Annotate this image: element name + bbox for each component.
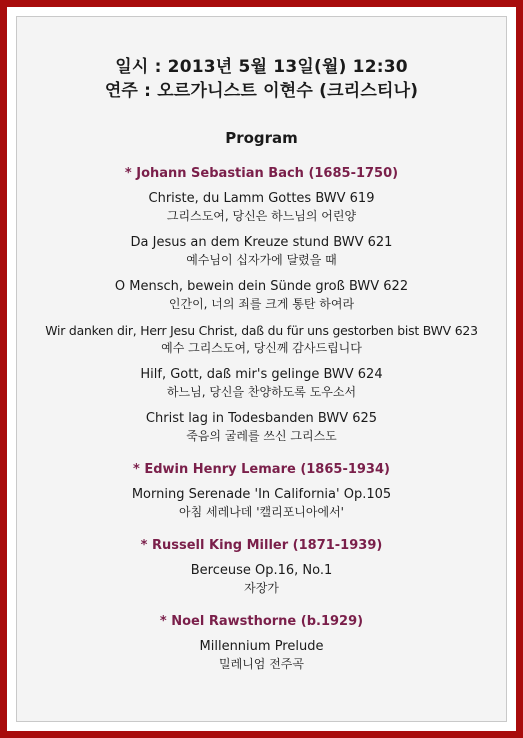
piece-item xyxy=(17,638,506,672)
piece-subtitle: 인간이, 너의 죄를 크게 통탄 하여라 xyxy=(168,297,355,311)
piece-title: Hilf, Gott, daß mir's gelinge BWV 624 xyxy=(140,367,383,382)
piece-item xyxy=(17,486,506,520)
piece-title: Wir danken dir, Herr Jesu Christ, daß du für uns gestorben bist BWV 623 xyxy=(45,323,478,338)
performer-line: 연주 : 오르가니스트 이현수 (크리스티나) xyxy=(104,81,419,101)
piece-item xyxy=(17,410,506,444)
piece-subtitle: 아침 세레나데 '캘리포니아에서' xyxy=(179,505,344,519)
program-panel xyxy=(16,16,507,722)
piece-subtitle: 예수 그리스도여, 당신께 감사드립니다 xyxy=(161,341,362,355)
piece-title: Morning Serenade 'In California' Op.105 xyxy=(131,487,392,502)
composer-heading-miller: * Russell King Miller (1871-1939) xyxy=(140,538,383,553)
piece-subtitle: 밀레니엄 전주곡 xyxy=(219,657,304,671)
composer-heading-rawsthorne: * Noel Rawsthorne (b.1929) xyxy=(159,614,364,629)
piece-subtitle: 죽음의 굴레를 쓰신 그리스도 xyxy=(186,429,337,443)
piece-subtitle: 하느님, 당신을 찬양하도록 도우소서 xyxy=(166,385,357,399)
piece-subtitle: 자장가 xyxy=(244,581,279,595)
piece-title: Christ lag in Todesbanden BWV 625 xyxy=(145,411,378,426)
piece-title: Berceuse Op.16, No.1 xyxy=(190,563,333,578)
program-content xyxy=(17,17,506,672)
piece-item xyxy=(17,562,506,596)
piece-item xyxy=(17,366,506,400)
program-heading: Program xyxy=(225,129,298,147)
composer-heading-lemare: * Edwin Henry Lemare (1865-1934) xyxy=(133,462,390,477)
piece-title: Millennium Prelude xyxy=(199,639,324,654)
piece-title: O Mensch, bewein dein Sünde groß BWV 622 xyxy=(114,279,409,294)
piece-subtitle: 예수님이 십자가에 달렸을 때 xyxy=(186,253,337,267)
piece-title: Da Jesus an dem Kreuze stund BWV 621 xyxy=(130,235,393,250)
date-line: 일시 : 2013년 5월 13일(월) 12:30 xyxy=(115,57,408,77)
piece-title: Christe, du Lamm Gottes BWV 619 xyxy=(148,191,375,206)
piece-item xyxy=(17,278,506,312)
piece-item xyxy=(17,234,506,268)
composer-heading-bach: * Johann Sebastian Bach (1685-1750) xyxy=(124,166,399,181)
piece-item xyxy=(17,190,506,224)
piece-item xyxy=(17,322,506,356)
piece-subtitle: 그리스도여, 당신은 하느님의 어린양 xyxy=(166,209,357,223)
